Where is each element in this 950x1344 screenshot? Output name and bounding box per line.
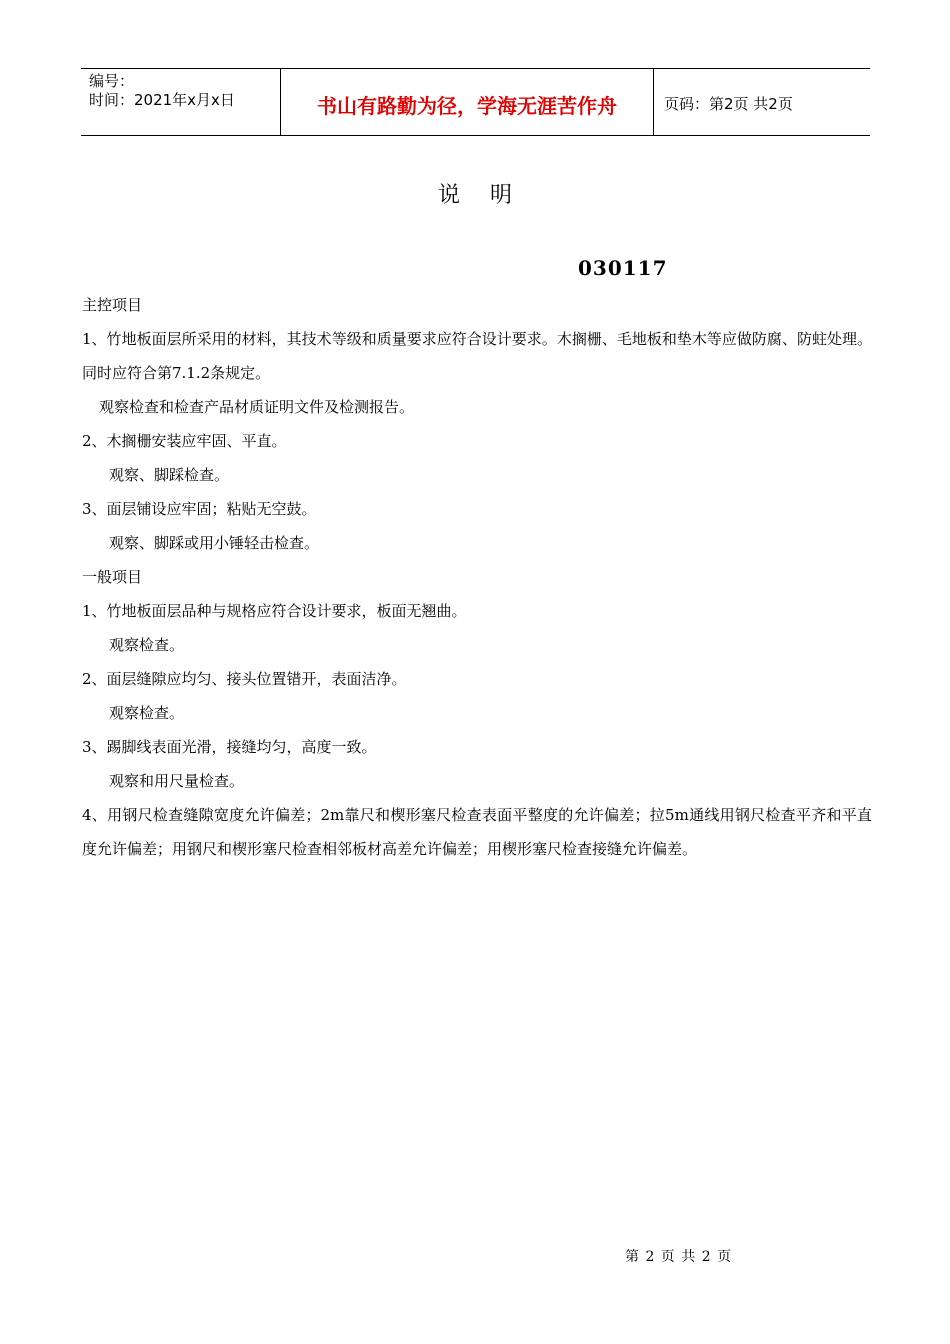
- paragraph: 观察检查。: [109, 636, 185, 654]
- date-label: 时间：2021年x月x日: [89, 91, 235, 109]
- paragraph: 2、面层缝隙应均匀、接头位置错开，表面洁净。: [82, 670, 407, 688]
- number-label: 编号：: [89, 72, 135, 90]
- paragraph: 观察、脚踩检查。: [109, 466, 230, 484]
- paragraph: 1、竹地板面层品种与规格应符合设计要求，板面无翘曲。: [82, 602, 467, 620]
- document-title: 说明: [437, 183, 542, 208]
- paragraph: 3、面层铺设应牢固；粘贴无空鼓。: [82, 500, 317, 518]
- paragraph: 观察、脚踩或用小锤轻击检查。: [109, 534, 320, 552]
- page-footer: 第 2 页 共 2 页: [625, 1249, 733, 1265]
- document-body: [82, 294, 872, 872]
- paragraph: 一般项目: [82, 568, 143, 586]
- page-header: [81, 68, 870, 136]
- paragraph: 观察和用尺量检查。: [109, 772, 245, 790]
- document-code: 030117: [578, 256, 668, 280]
- paragraph: 观察检查。: [109, 704, 185, 722]
- paragraph: 2、木搁栅安装应牢固、平直。: [82, 432, 287, 450]
- paragraph: 1、竹地板面层所采用的材料，其技术等级和质量要求应符合设计要求。木搁栅、毛地板和垫木等应做防腐、防蛀处理。同时应符合第7.1.2条规定。: [82, 330, 872, 382]
- header-motto: 书山有路勤为径，学海无涯苦作舟: [281, 69, 654, 135]
- header-page-info: 页码：第2页 共2页: [664, 94, 793, 113]
- paragraph: 3、踢脚线表面光滑，接缝均匀，高度一致。: [82, 738, 377, 756]
- paragraph: 4、用钢尺检查缝隙宽度允许偏差；2m靠尺和楔形塞尺检查表面平整度的允许偏差；拉5m通线用钢尺检查平齐和平直度允许偏差；用钢尺和楔形塞尺检查相邻板材高差允许偏差；用楔形塞尺检查接缝允许偏差。: [82, 806, 872, 858]
- paragraph: 主控项目: [82, 296, 143, 314]
- paragraph: 观察检查和检查产品材质证明文件及检测报告。: [99, 398, 415, 416]
- header-meta: [81, 69, 281, 135]
